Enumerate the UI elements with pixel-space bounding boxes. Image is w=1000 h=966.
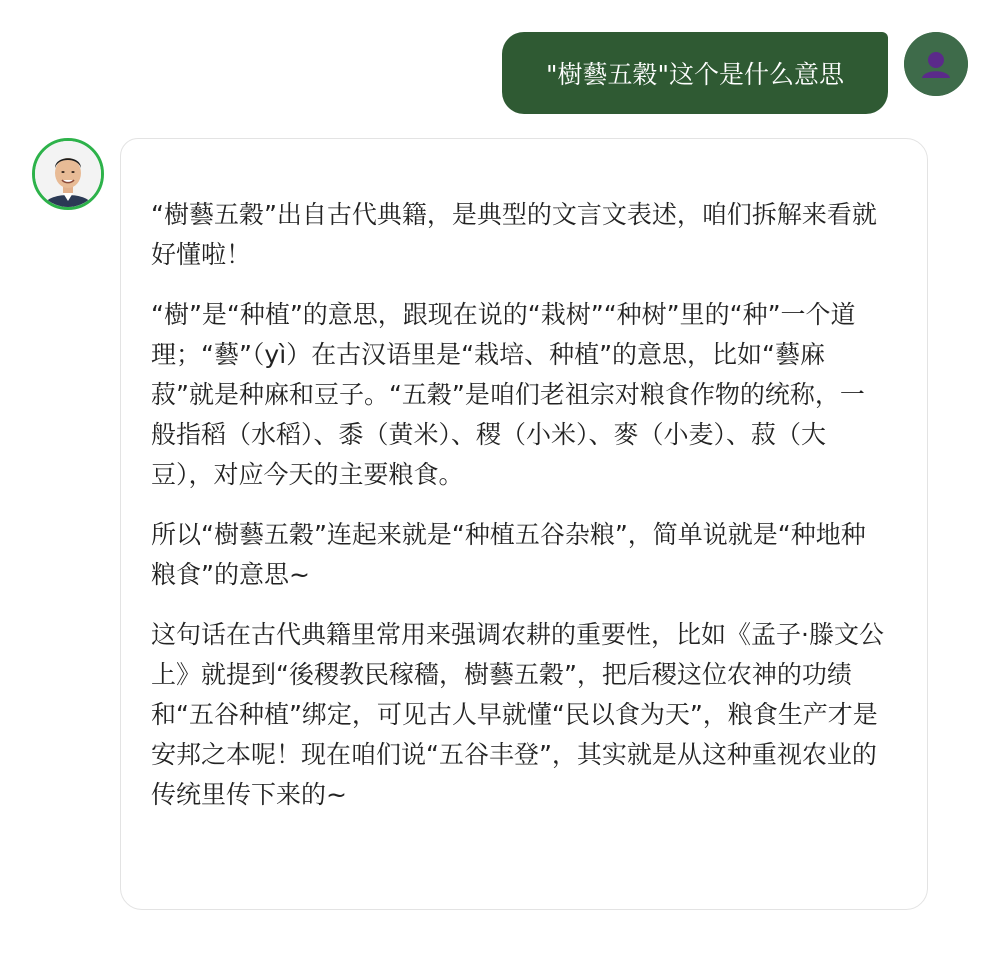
assistant-avatar[interactable] [32,138,104,210]
assistant-paragraph-3: 所以“樹藝五穀”连起来就是“种植五谷杂粮”，简单说就是“种地种粮食”的意思~ [151,520,866,589]
user-message-row [0,32,1000,114]
assistant-paragraph-1: “樹藝五穀”出自古代典籍，是典型的文言文表述，咱们拆解来看就好懂啦！ [151,200,877,269]
user-message-text: "樹藝五穀"这个是什么意思 [546,60,844,89]
assistant-paragraph-2: “樹”是“种植”的意思，跟现在说的“栽树”“种树”里的“种”一个道理；“藝”（yì）在古汉语里是“栽培、种植”的意思，比如“藝麻菽”就是种麻和豆子。“五穀”是咱们老祖宗对粮食作物的统称，一般指稻（水稻）、黍（黄米）、稷（小米）、麥（小麦）、菽（大豆），对应今天的主要粮食。 [151,300,865,489]
assistant-portrait-avatar [35,141,101,207]
user-message-bubble [502,32,888,114]
assistant-message-bubble [120,138,928,910]
user-avatar[interactable] [904,32,968,96]
assistant-paragraph-4: 这句话在古代典籍里常用来强调农耕的重要性，比如《孟子·滕文公上》就提到“後稷教民稼穡，樹藝五穀”，把后稷这位农神的功绩和“五谷种植”绑定，可见古人早就懂“民以食为天”，粮食生产才是安邦之本呢！现在咱们说“五谷丰登”，其实就是从这种重视农业的传统里传下来的~ [151,620,884,809]
user-silhouette-icon [904,32,968,96]
